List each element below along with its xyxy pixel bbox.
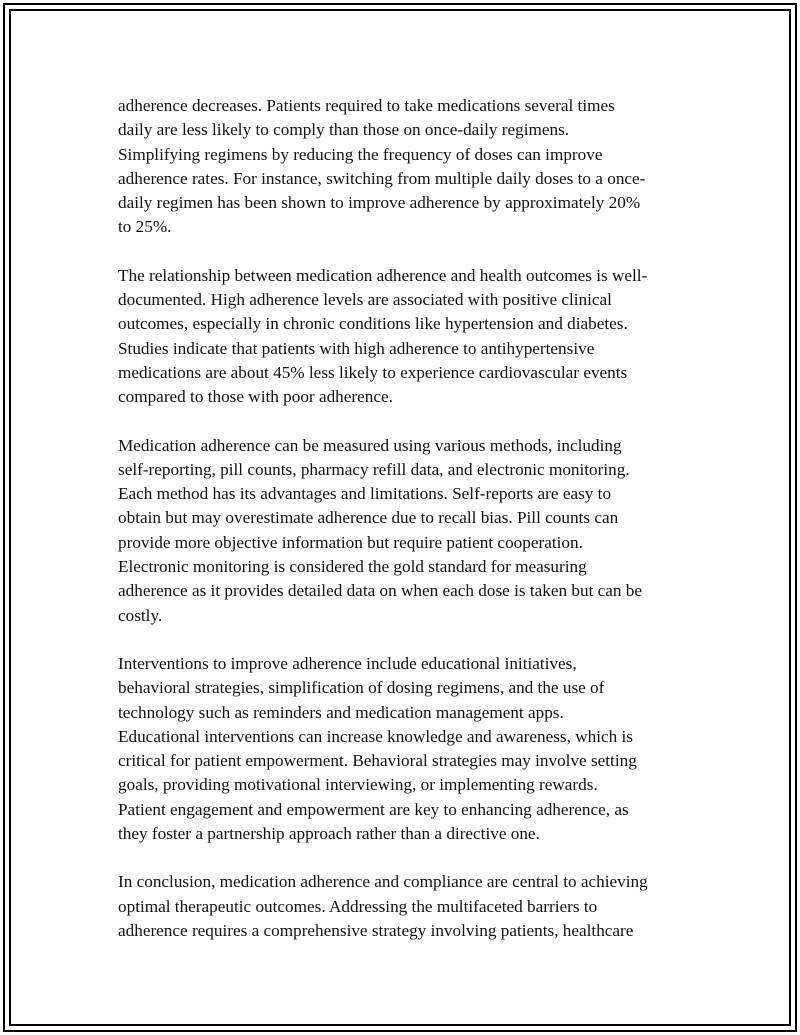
text-line: they foster a partnership approach rather than a directive one. [118, 824, 540, 844]
text-line: adherence requires a comprehensive strategy involving patients, healthcare [118, 920, 634, 940]
text-line: provide more objective information but require patient cooperation. [118, 532, 583, 552]
text-line: Simplifying regimens by reducing the frequency of doses can improve [118, 144, 603, 164]
text-line: technology such as reminders and medication management apps. [118, 702, 564, 722]
paragraph-measurement-methods [118, 434, 688, 628]
text-line: optimal therapeutic outcomes. Addressing the multifaceted barriers to [118, 896, 598, 916]
text-line: to 25%. [118, 217, 172, 237]
text-line: behavioral strategies, simplification of dosing regimens, and the use of [118, 678, 605, 698]
paragraph-regimen-complexity [118, 94, 688, 240]
text-line: outcomes, especially in chronic conditions like hypertension and diabetes. [118, 314, 628, 334]
text-line: critical for patient empowerment. Behavioral strategies may involve setting [118, 751, 637, 771]
text-line: adherence rates. For instance, switching from multiple daily doses to a once- [118, 168, 646, 188]
document-body [118, 94, 688, 967]
text-line: Medication adherence can be measured using various methods, including [118, 435, 622, 455]
text-line: adherence as it provides detailed data on when each dose is taken but can be [118, 581, 643, 601]
text-line: daily are less likely to comply than those on once-daily regimens. [118, 120, 570, 140]
text-line: self-reporting, pill counts, pharmacy refill data, and electronic monitoring. [118, 459, 630, 479]
text-line: Patient engagement and empowerment are key to enhancing adherence, as [118, 799, 629, 819]
text-line: The relationship between medication adherence and health outcomes is well- [118, 265, 648, 285]
text-line: Studies indicate that patients with high adherence to antihypertensive [118, 338, 595, 358]
paragraph-health-outcomes [118, 264, 688, 410]
text-line: costly. [118, 605, 163, 625]
text-line: Electronic monitoring is considered the gold standard for measuring [118, 557, 587, 577]
text-line: documented. High adherence levels are associated with positive clinical [118, 290, 612, 310]
paragraph-interventions [118, 652, 688, 846]
text-line: goals, providing motivational interviewing, or implementing rewards. [118, 775, 598, 795]
text-line: Interventions to improve adherence include educational initiatives, [118, 653, 577, 673]
text-line: daily regimen has been shown to improve adherence by approximately 20% [118, 193, 641, 213]
text-line: In conclusion, medication adherence and compliance are central to achieving [118, 872, 648, 892]
text-line: medications are about 45% less likely to experience cardiovascular events [118, 362, 628, 382]
text-line: obtain but may overestimate adherence due to recall bias. Pill counts can [118, 508, 619, 528]
text-line: Educational interventions can increase knowledge and awareness, which is [118, 726, 633, 746]
text-line: compared to those with poor adherence. [118, 387, 393, 407]
paragraph-conclusion [118, 870, 688, 943]
text-line: Each method has its advantages and limitations. Self-reports are easy to [118, 484, 612, 504]
text-line: adherence decreases. Patients required to take medications several times [118, 96, 615, 115]
